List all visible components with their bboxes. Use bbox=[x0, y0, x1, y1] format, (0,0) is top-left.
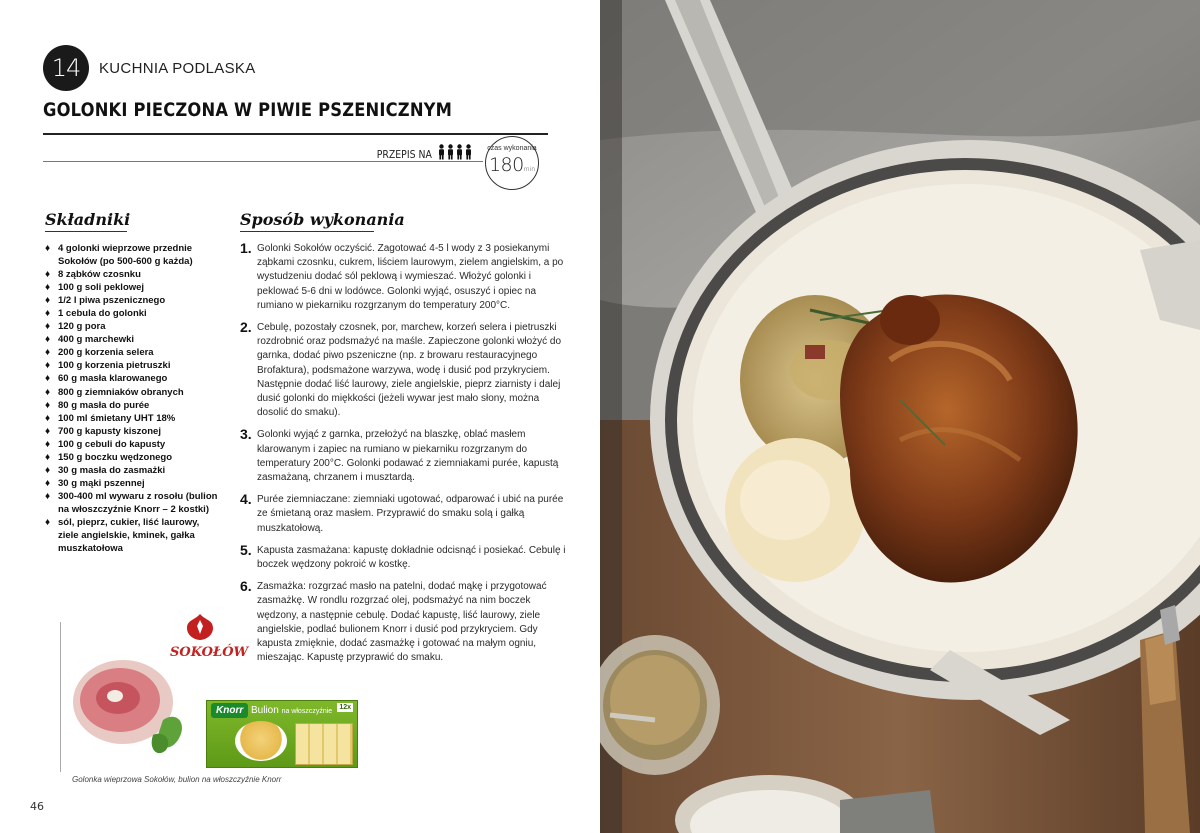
page-number: 46 bbox=[30, 800, 44, 813]
ingredient-item bbox=[45, 333, 220, 346]
ingredients-list bbox=[45, 242, 220, 555]
ingredients-heading-underline bbox=[45, 231, 127, 232]
step-number: 1. bbox=[240, 240, 252, 256]
ingredient-text: ♦ 200 g korzenia selera bbox=[58, 347, 154, 359]
chapter-header bbox=[43, 45, 256, 91]
timer-label: czas wykonania bbox=[487, 145, 537, 152]
ingredient-text: ♦ 1 cebula do golonki bbox=[58, 308, 147, 320]
person-icon bbox=[456, 144, 463, 160]
step-number: 2. bbox=[240, 319, 252, 336]
ingredient-item bbox=[45, 451, 220, 464]
ham-image bbox=[68, 650, 198, 765]
ingredient-item bbox=[45, 359, 220, 372]
step-text: Golonki wyjąć z garnka, przełożyć na blaszkę, oblać masłem klarowanym i zapiec na rumiano w piekarniku rozgrzanym do temperatury 200°C. Golonki podawać z ziemniakami purée, kapustą zasmażaną, chrzanem i musztardą. bbox=[257, 429, 559, 484]
product-divider bbox=[60, 622, 61, 772]
method-step bbox=[240, 428, 570, 485]
ingredient-item bbox=[45, 490, 220, 516]
ingredient-item bbox=[45, 464, 220, 477]
dish-photo bbox=[600, 0, 1200, 833]
method-heading-underline bbox=[240, 231, 374, 232]
recipe-title: GOLONKI PIECZONA W PIWIE PSZENICZNYM bbox=[43, 99, 453, 121]
chapter-number-badge: 14 bbox=[43, 45, 89, 91]
person-icon bbox=[447, 144, 454, 160]
sokolow-logo bbox=[170, 612, 249, 660]
ingredient-item bbox=[45, 412, 220, 425]
title-divider bbox=[43, 133, 548, 135]
ingredient-item bbox=[45, 399, 220, 412]
ingredient-item bbox=[45, 372, 220, 385]
ingredient-text: ♦ sól, pieprz, cukier, liść laurowy, ziele angielskie, kminek, gałka muszkatołowa bbox=[58, 516, 200, 555]
soup-bowl-image bbox=[235, 721, 287, 761]
ingredient-text: ♦ 30 g mąki pszennej bbox=[58, 477, 145, 489]
ingredients-heading: Składniki bbox=[45, 210, 131, 229]
ingredient-item bbox=[45, 307, 220, 320]
knorr-logo: Knorr bbox=[211, 703, 248, 718]
ingredient-text: ♦ 100 g korzenia pietruszki bbox=[58, 360, 171, 372]
ingredient-item bbox=[45, 268, 220, 281]
method-step bbox=[240, 493, 570, 536]
ingredient-text: ♦ 700 g kapusty kiszonej bbox=[58, 425, 161, 437]
step-number: 5. bbox=[240, 541, 252, 558]
portions-label: PRZEPIS NA bbox=[376, 148, 432, 161]
ingredient-text: ♦ 400 g marchewki bbox=[58, 334, 135, 346]
timer-value: 180min bbox=[488, 154, 536, 176]
method-step bbox=[240, 541, 570, 572]
bouillon-name: Bulion na włoszczyźnie bbox=[251, 705, 333, 716]
ingredient-text: ♦ 300-400 ml wywaru z rosołu (bulion na włoszczyźnie Knorr – 2 kostki) bbox=[58, 490, 218, 515]
person-icon bbox=[465, 144, 472, 160]
ingredient-item bbox=[45, 242, 220, 268]
ingredient-item bbox=[45, 438, 220, 451]
method-steps bbox=[240, 242, 570, 673]
step-number: 3. bbox=[240, 426, 252, 443]
person-icon bbox=[438, 144, 445, 160]
bouillon-cubes-image bbox=[295, 723, 353, 765]
method-step bbox=[240, 242, 570, 313]
ingredient-item bbox=[45, 477, 220, 490]
step-text: Golonki Sokołów oczyścić. Zagotować 4-5 l wody z 3 posiekanymi ząbkami czosnku, cukrem, liściem laurowym, zielem angielskim, a po wystudzeniu dodać sól peklową i wymieszać. Włożyć golonki i peklować 5-6 dni w lodówce. Golonki wyjąć, osuszyć i opiec na rumiano w piekarniku rozgrzanym do temperatury 200°C. bbox=[257, 243, 564, 311]
logo-wordmark: SOKOŁÓW bbox=[170, 645, 249, 660]
chapter-name: KUCHNIA PODLASKA bbox=[99, 59, 256, 77]
ingredient-item bbox=[45, 516, 220, 555]
product-caption: Golonka wieprzowa Sokołów, bulion na włoszczyźnie Knorr bbox=[72, 775, 282, 784]
ingredient-text: ♦ 80 g masła do purée bbox=[58, 399, 150, 411]
ingredient-item bbox=[45, 294, 220, 307]
ingredient-text: ♦ 100 g soli peklowej bbox=[58, 282, 145, 294]
ingredient-text: ♦ 120 g pora bbox=[58, 321, 106, 333]
ingredient-item bbox=[45, 281, 220, 294]
ingredient-text: ♦ 800 g ziemniaków obranych bbox=[58, 386, 184, 398]
sokolow-crest-icon bbox=[185, 612, 215, 642]
ingredient-text: ♦ 100 ml śmietany UHT 18% bbox=[58, 412, 176, 424]
method-step bbox=[240, 321, 570, 420]
ingredient-item bbox=[45, 346, 220, 359]
method-heading: Sposób wykonania bbox=[240, 210, 405, 229]
step-text: Purée ziemniaczane: ziemniaki ugotować, odparować i ubić na purée ze śmietaną oraz masłem. Przyprawić do smaku solą i gałką muszkatołową. bbox=[257, 494, 564, 534]
method-step bbox=[240, 580, 570, 665]
ingredient-item bbox=[45, 320, 220, 333]
timer-unit: min bbox=[523, 166, 536, 173]
step-text: Cebulę, pozostały czosnek, por, marchew, korzeń selera i pietruszki rozdrobnić oraz podsmażyć na maśle. Zapieczone golonki włożyć do garnka, dodać piwo pszeniczne (np. z browaru restauracyjnego Brofaktura), podsmażone warzywa, wodę i dusić pod przykryciem. Następnie dodać liść laurowy, ziele angielskie, pieprz ziarnisty i dalej dusić golonki do miękkości (jeżeli wywar jest mało słony, można dosolić do smaku). bbox=[257, 322, 562, 419]
ingredient-text: ♦ 4 golonki wieprzowe przednie Sokołów (po 500-600 g każda) bbox=[58, 243, 193, 268]
ingredient-text: ♦ 150 g boczku wędzonego bbox=[58, 451, 173, 463]
step-number: 4. bbox=[240, 491, 252, 508]
ingredient-text: ♦ 30 g masła do zasmażki bbox=[58, 464, 166, 476]
ingredient-text: ♦ 1/2 l piwa pszenicznego bbox=[58, 295, 166, 307]
bouillon-count-badge: 12x bbox=[339, 704, 351, 711]
ingredient-text: ♦ 100 g cebuli do kapusty bbox=[58, 438, 166, 450]
ingredient-item bbox=[45, 386, 220, 399]
ingredient-text: ♦ 8 ząbków czosnku bbox=[58, 269, 141, 281]
bouillon-box bbox=[206, 700, 358, 768]
portions-divider bbox=[43, 161, 483, 162]
step-text: Kapusta zasmażana: kapustę dokładnie odcisnąć i posiekać. Cebulę i boczek wędzony pokroić w kostkę. bbox=[257, 544, 566, 571]
timer-badge bbox=[485, 136, 539, 190]
step-number: 6. bbox=[240, 578, 252, 595]
ingredient-text: ♦ 60 g masła klarowanego bbox=[58, 373, 168, 385]
ingredient-item bbox=[45, 425, 220, 438]
step-text: Zasmażka: rozgrzać masło na patelni, dodać mąkę i przygotować zasmażkę. W rondlu rozgrzać olej, podsmażyć na nim boczek wędzony, a następnie cebulę. Dodać kapustę, liść laurowy, ziele angielskie, podlać bulionem Knorr i dusić pod przykryciem. Gdy kapusta zmięknie, dodać zasmażkę i gotować na małym ogniu, mieszając. Kapustę przyprawić do smaku. bbox=[257, 581, 547, 664]
